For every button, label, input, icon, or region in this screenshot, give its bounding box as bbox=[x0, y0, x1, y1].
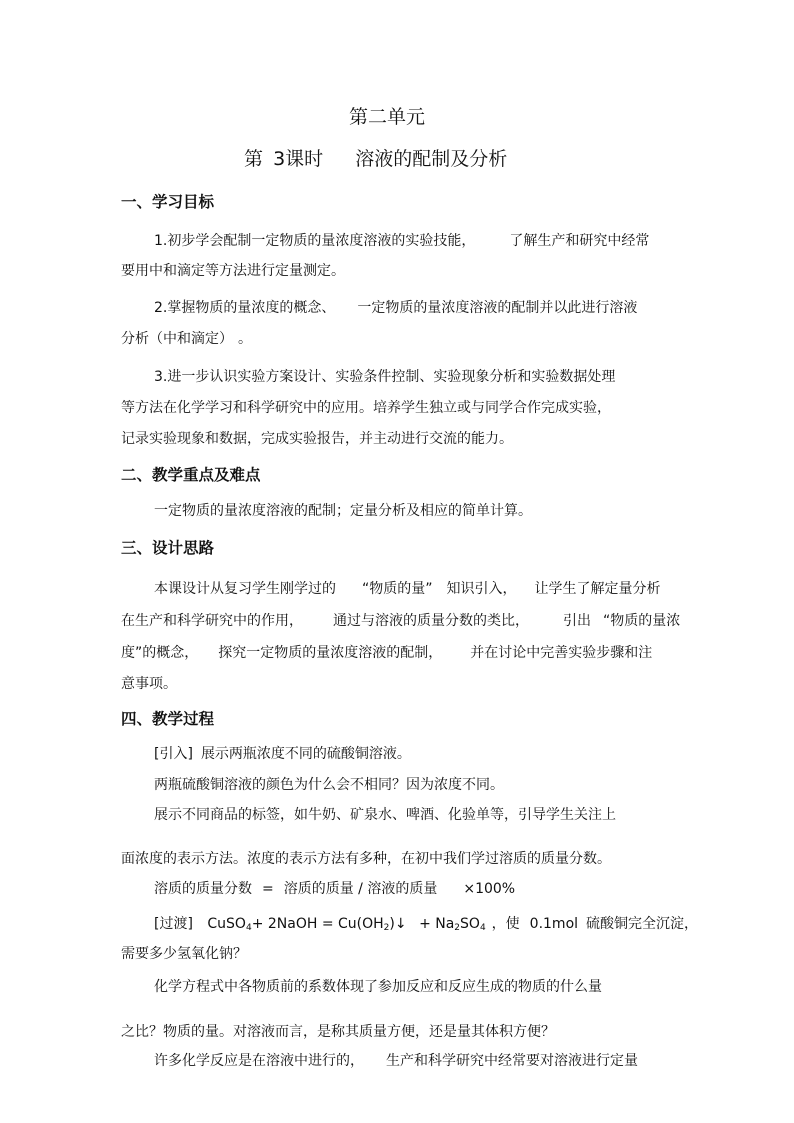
section3-line4: 意事项。 bbox=[121, 676, 177, 692]
s3-l2-b: 通过与溶液的质量分数的类比， bbox=[333, 613, 529, 629]
item1-b: 了解生产和研究中经常 bbox=[509, 233, 650, 249]
eq-sub-2: 2 bbox=[383, 923, 390, 933]
eq-amount: 0.1mol bbox=[529, 916, 579, 932]
item2-b: 一定物质的量浓度溶液的配制并以此进行溶液 bbox=[357, 300, 638, 316]
item2-a: 2.掌握物质的量浓度的概念、 bbox=[154, 300, 336, 316]
formula-c: 溶质的质量 / 溶液的质量 bbox=[283, 881, 438, 897]
lesson-title-number: 3 bbox=[273, 148, 286, 170]
section1-heading: 一、学习目标 bbox=[121, 193, 215, 211]
s3-l1-c: 知识引入， bbox=[446, 581, 517, 597]
eq-na: + Na bbox=[419, 916, 455, 932]
s3-l2-c: 引出 bbox=[563, 613, 591, 629]
s3-l3-b: 探究一定物质的量浓度溶液的配制， bbox=[218, 645, 443, 661]
section2-text: 一定物质的量浓度溶液的配制；定量分析及相应的简单计算。 bbox=[154, 503, 532, 519]
section1-item3-line2: 等方法在化学学习和科学研究中的应用。培养学生独立或与同学合作完成实验， bbox=[121, 400, 611, 416]
s3-l1-a: 本课设计从复习学生刚学过的 bbox=[154, 581, 336, 597]
lesson-title bbox=[244, 147, 507, 171]
intro-line bbox=[154, 745, 411, 763]
eq-naoh: + 2NaOH = Cu(OH bbox=[251, 916, 384, 932]
section1-item1-line2: 要用中和滴定等方法进行定量测定。 bbox=[121, 263, 345, 279]
section3-line1 bbox=[154, 580, 661, 598]
eq-precipitate: )↓ bbox=[389, 916, 407, 932]
q4-b: 生产和科学研究中经常要对溶液进行定量 bbox=[386, 1053, 638, 1069]
lesson-title-name: 溶液的配制及分析 bbox=[355, 148, 508, 170]
section4-heading: 四、教学过程 bbox=[121, 710, 215, 728]
transition-tag: [过渡] bbox=[154, 916, 193, 932]
item1-a: 1.初步学会配制一定物质的量浓度溶液的实验技能， bbox=[154, 233, 476, 249]
s3-l1-d: 让学生了解定量分析 bbox=[534, 581, 661, 597]
transition-equation-line bbox=[154, 915, 698, 933]
eq-sub-3: 2 bbox=[454, 923, 461, 933]
section2-heading: 二、教学重点及难点 bbox=[121, 466, 261, 484]
unit-title: 第二单元 bbox=[349, 106, 426, 128]
section3-heading: 三、设计思路 bbox=[121, 539, 215, 557]
formula-b: = bbox=[262, 881, 274, 897]
formula-d: ×100% bbox=[463, 881, 516, 897]
s3-l3-c: 并在讨论中完善实验步骤和注 bbox=[470, 645, 653, 661]
question-line2: 化学方程式中各物质前的系数体现了参加反应和反应生成的物质的什么量 bbox=[154, 979, 602, 995]
chemical-equation bbox=[207, 915, 485, 933]
section3-line2 bbox=[121, 612, 680, 630]
eq-rest: 硫酸铜完全沉淀， bbox=[586, 916, 699, 932]
eq-make: ，使 bbox=[491, 916, 520, 932]
eq-sub-1: 4 bbox=[245, 923, 252, 933]
item2-c: 分析（中和滴定） bbox=[121, 331, 226, 347]
section1-item3-line3: 记录实验现象和数据，完成实验报告，并主动进行交流的能力。 bbox=[121, 431, 513, 447]
eq-so: SO bbox=[460, 916, 480, 932]
s3-l3-a: 度”的概念， bbox=[121, 645, 199, 661]
process-p2: 展示不同商品的标签，如牛奶、矿泉水、啤酒、化验单等，引导学生关注上 bbox=[154, 807, 616, 823]
section1-item3-line1: 3.进一步认识实验方案设计、实验条件控制、实验现象分析和实验数据处理 bbox=[154, 369, 616, 385]
intro-tag: [引入] bbox=[154, 746, 193, 762]
eq-cuso4: CuSO bbox=[207, 916, 246, 932]
section1-item2-line2 bbox=[121, 330, 252, 348]
s3-l2-a: 在生产和科学研究中的作用， bbox=[121, 613, 303, 629]
eq-sub-4: 4 bbox=[479, 923, 486, 933]
question-line3: 之比？物质的量。对溶液而言，是称其质量方便，还是量其体积方便？ bbox=[121, 1024, 555, 1040]
s3-l1-b: “物质的量” bbox=[362, 581, 433, 597]
question-line1: 需要多少氢氧化钠？ bbox=[121, 946, 247, 962]
question-line4 bbox=[154, 1052, 638, 1070]
section3-line3 bbox=[121, 644, 652, 662]
intro-text: 展示两瓶浓度不同的硫酸铜溶液。 bbox=[200, 746, 411, 762]
lesson-title-prefix: 第 bbox=[244, 148, 264, 170]
process-p1: 两瓶硫酸铜溶液的颜色为什么会不相同？因为浓度不同。 bbox=[154, 777, 504, 793]
section1-item1-line1 bbox=[154, 232, 649, 250]
item2-d: 。 bbox=[238, 331, 252, 347]
lesson-title-suffix: 课时 bbox=[285, 148, 324, 170]
q4-a: 许多化学反应是在溶液中进行的， bbox=[154, 1053, 364, 1069]
process-p3: 面浓度的表示方法。浓度的表示方法有多种，在初中我们学过溶质的质量分数。 bbox=[121, 851, 611, 867]
section1-item2-line1 bbox=[154, 299, 637, 317]
mass-fraction-formula bbox=[154, 880, 515, 898]
s3-l2-d: “物质的量浓 bbox=[603, 613, 681, 629]
formula-a: 溶质的质量分数 bbox=[154, 881, 252, 897]
